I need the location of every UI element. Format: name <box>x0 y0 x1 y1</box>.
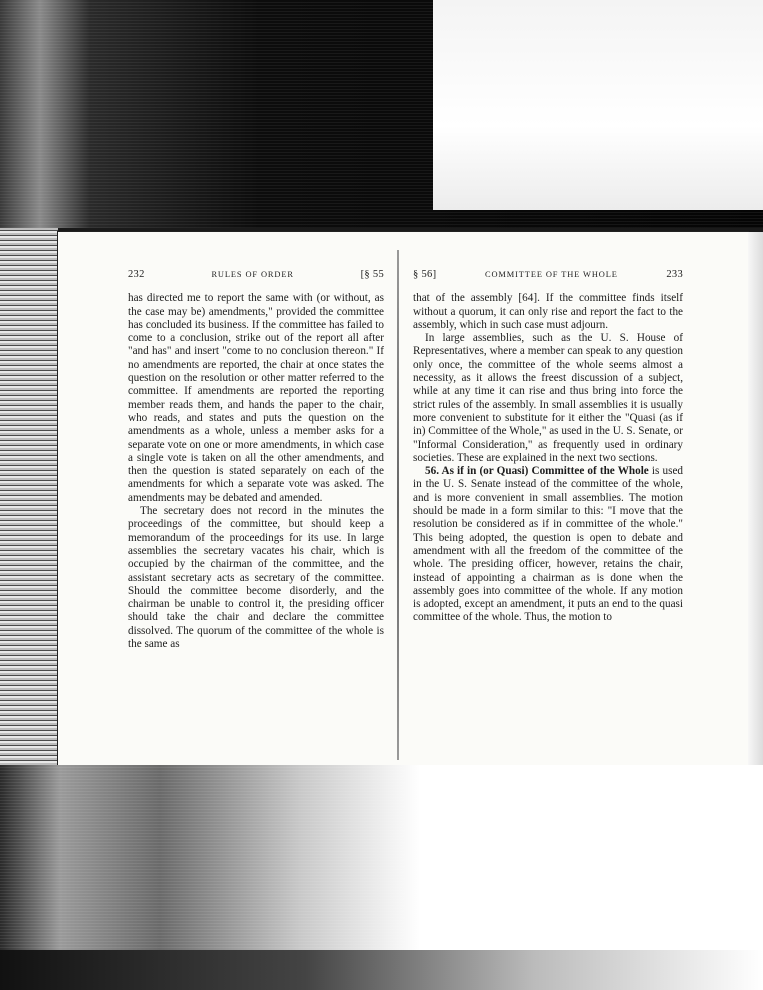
section-reference: [§ 55 <box>360 269 384 280</box>
page-edge <box>748 232 763 766</box>
scan-glare <box>433 0 763 210</box>
scanner-shadow-top <box>0 0 763 228</box>
running-title: RULES OF ORDER <box>211 270 294 279</box>
section-paragraph <box>413 465 683 625</box>
paragraph: The secretary does not record in the minutes the proceedings of the committee, but should keep a memorandum of the proceedings for its use. In large assemblies the secretary vacates his chair, which is occupied by the chairman of the committee, and the assistant secretary acts as secretary of the committee. Should the committee become disorderly, and the chairman be unable to control it, the presiding officer should take the chair and declare the committee dissolved. The quorum of the committee of the whole is the same as <box>128 505 384 651</box>
right-page-column <box>413 268 683 625</box>
section-reference: § 56] <box>413 269 437 280</box>
scanner-shadow-bottom <box>0 765 763 990</box>
section-body: is used in the U. S. Senate instead of the committee of the whole, and is more convenient in small assemblies. The motion should be made in a form similar to this: "I move that the resolution be considered as if in committee of the whole." This being adopted, the question is open to debate and amendment with all the freedom of the committee of the whole. The presiding officer, however, retains the chair, instead of appointing a chairman as is done when the assembly goes into committee of the whole. If any motion is adopted, except an amendment, it puts an end to the quasi committee of the whole. Thus, the motion to <box>413 465 683 624</box>
book-gutter <box>397 250 399 760</box>
running-title: COMMITTEE OF THE WHOLE <box>484 270 618 279</box>
left-page-header <box>128 268 384 281</box>
right-page-header <box>413 268 683 281</box>
paragraph: that of the assembly [64]. If the committee finds itself without a quorum, it can only rise and report the fact to the assembly, which in such case must adjourn. <box>413 292 683 331</box>
paragraph: In large assemblies, such as the U. S. House of Representatives, where a member can speak to any question only once, the committee of the whole seems almost a necessity, as it allows the freest discussion of a subject, while at any time it can rise and thus bring into force the strict rules of the assembly. In small assemblies it is usually more convenient to substitute for it either the "Quasi (as if in) Committee of the Whole," as used in the U. S. Senate, or "Informal Consideration," as frequently used in ordinary societies. These are explained in the next two sections. <box>413 332 683 464</box>
page-number: 232 <box>128 269 145 280</box>
page-number: 233 <box>666 269 683 280</box>
paragraph: has directed me to report the same with (or without, as the case may be) amendments," provided the committee has concluded its business. If the committee has failed to come to a conclusion, strike out of the report all after "and has" and insert "come to no conclusion thereon." If no amendments are reported, the chair at once states the question on the resolution or other matter referred to the committee. If amendments are reported the reporting member reads them, and hands the paper to the chair, who reads, and states and puts the question on the amendments as a whole, unless a member asks for a separate vote on one or more amendments, in which case a single vote is taken on all the other amendments, and then the question is stated separately on each of the amendments for which a separate vote was asked. The amendments may be debated and amended. <box>128 292 384 504</box>
left-page-column <box>128 268 384 651</box>
section-heading: 56. As if in (or Quasi) Committee of the Whole <box>425 465 649 478</box>
book-binding-edge <box>0 228 58 768</box>
scan-fade <box>0 950 763 990</box>
